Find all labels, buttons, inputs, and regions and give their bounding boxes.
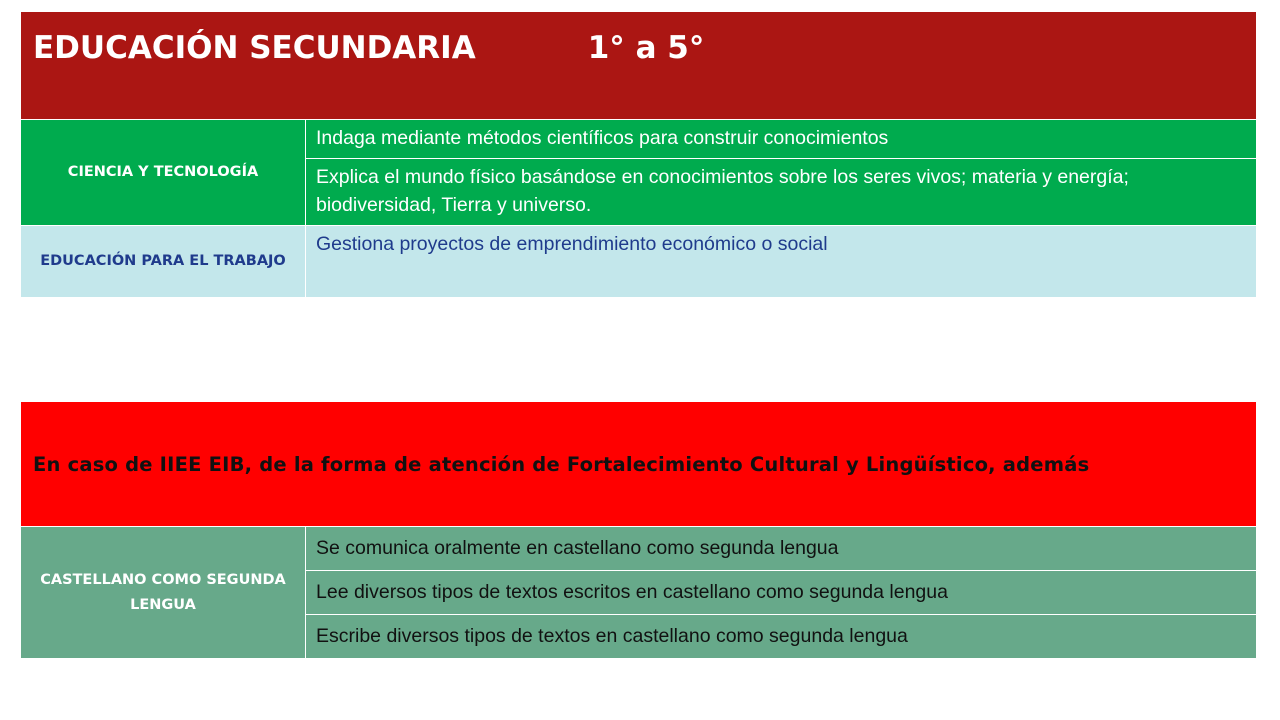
table-title xyxy=(21,12,1257,120)
eib-table xyxy=(20,401,1257,659)
subject-cell: EDUCACIÓN PARA EL TRABAJO xyxy=(21,226,306,298)
grade-range: 1° a 5° xyxy=(587,30,705,66)
competency-cell: Gestiona proyectos de emprendimiento económico o social xyxy=(306,226,1257,298)
competency-cell: Explica el mundo físico basándose en conocimientos sobre los seres vivos; materia y energía; biodiversidad, Tierra y universo. xyxy=(306,159,1257,226)
secondary-education-table xyxy=(20,11,1257,298)
title-text: EDUCACIÓN SECUNDARIA xyxy=(33,30,476,66)
table-header-row xyxy=(21,402,1257,527)
subject-cell: CIENCIA Y TECNOLOGÍA xyxy=(21,120,306,226)
table-header-row xyxy=(21,12,1257,120)
table-title: En caso de IIEE EIB, de la forma de atención de Fortalecimiento Cultural y Lingüístico, además xyxy=(21,402,1257,527)
competency-cell: Indaga mediante métodos científicos para construir conocimientos xyxy=(306,120,1257,159)
table-row xyxy=(21,527,1257,571)
competency-cell: Se comunica oralmente en castellano como segunda lengua xyxy=(306,527,1257,571)
table-row xyxy=(21,120,1257,159)
subject-cell: CASTELLANO COMO SEGUNDA LENGUA xyxy=(21,527,306,659)
table-row xyxy=(21,226,1257,298)
competency-cell: Lee diversos tipos de textos escritos en castellano como segunda lengua xyxy=(306,571,1257,615)
competency-cell: Escribe diversos tipos de textos en castellano como segunda lengua xyxy=(306,615,1257,659)
